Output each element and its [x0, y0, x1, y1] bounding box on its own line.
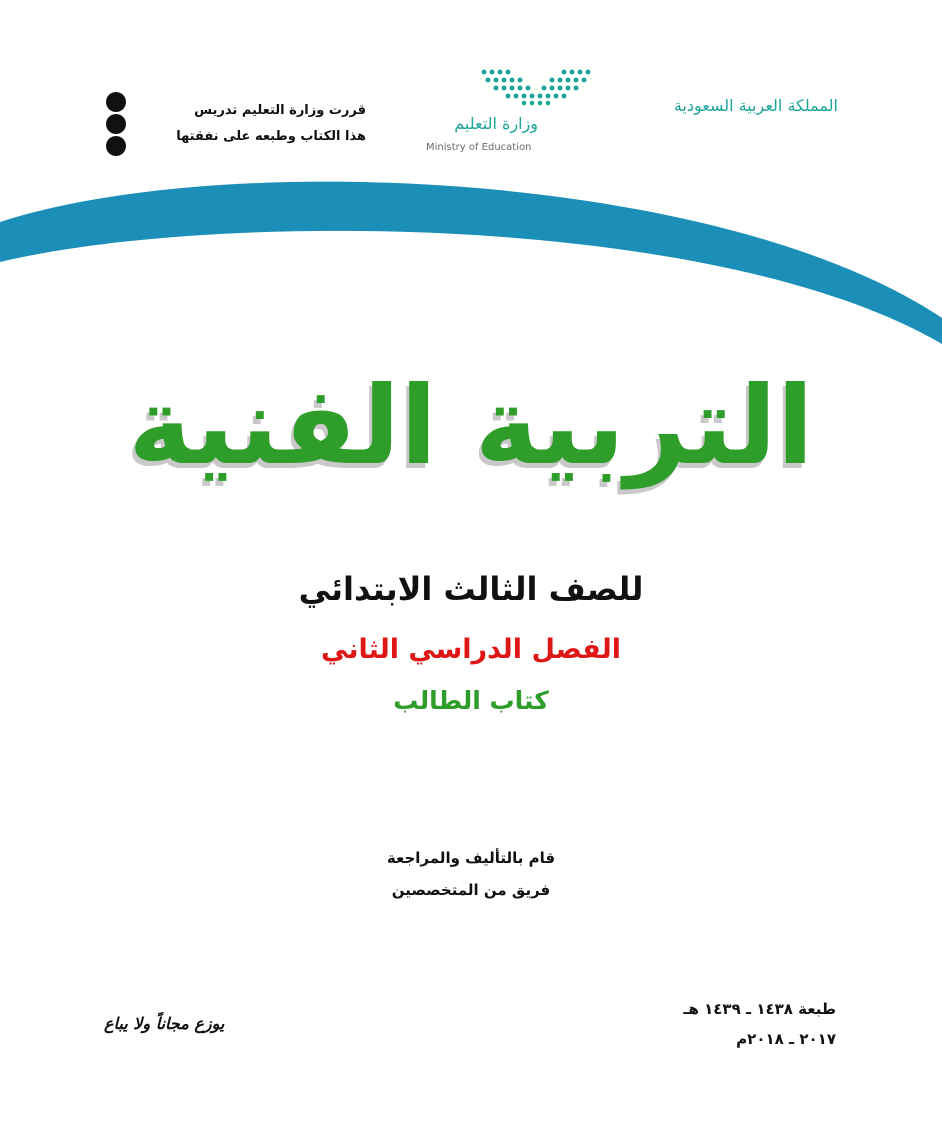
ministry-logo-icon [478, 66, 594, 106]
kingdom-label: المملكة العربية السعودية [673, 96, 838, 115]
ministry-logo [422, 66, 602, 161]
book-title: التربية الفنية [128, 364, 814, 489]
ministry-name-en: Ministry of Education [426, 142, 532, 153]
authors-line-2: فريق من المتخصصين [391, 881, 551, 899]
edition-gregorian: ٢٠١٧ ـ ٢٠١٨م [736, 1030, 836, 1048]
edition-hijri: طبعة ١٤٣٨ ـ ١٤٣٩ هـ [683, 1000, 836, 1018]
ministry-name-ar: وزارة التعليم [454, 114, 538, 133]
black-dot-icon [106, 136, 126, 156]
authors-block [0, 842, 942, 906]
approval-note [104, 92, 374, 158]
bullet-list [104, 92, 128, 158]
semester-label: الفصل الدراسي الثاني [321, 634, 621, 665]
blue-arc-shape [0, 182, 942, 344]
edition-block [600, 994, 836, 1054]
blue-arc-decoration [0, 0, 942, 420]
authors-line-1: قام بالتأليف والمراجعة [386, 849, 556, 867]
approval-line-1: قررت وزارة التعليم تدريس [194, 103, 366, 118]
approval-text [146, 98, 366, 150]
approval-line-2: هذا الكتاب وطبعه على نفقتها [176, 129, 366, 144]
black-dot-icon [106, 114, 126, 134]
black-dot-icon [106, 92, 126, 112]
grade-level: للصف الثالث الابتدائي [298, 570, 644, 608]
book-type-label: كتاب الطالب [393, 686, 549, 715]
distribution-note: يوزع مجاناً ولا يباع [104, 1014, 225, 1033]
